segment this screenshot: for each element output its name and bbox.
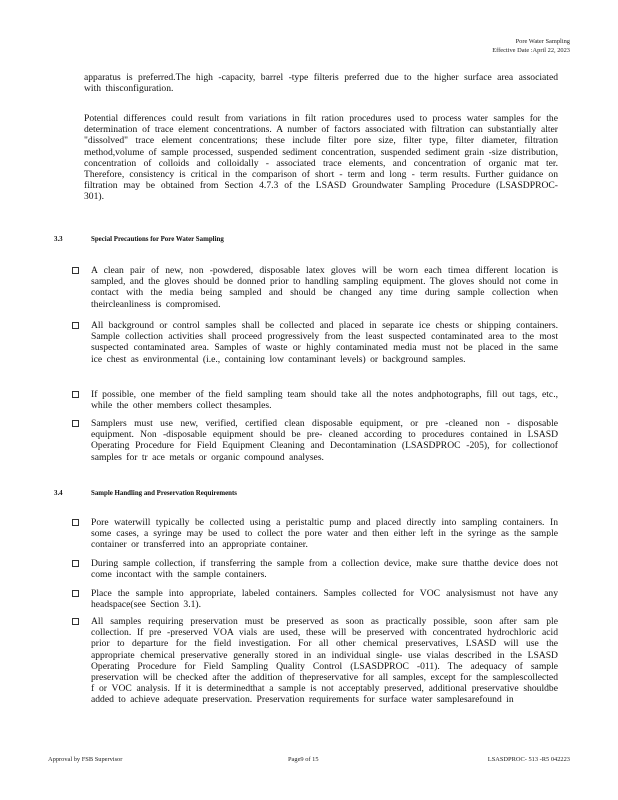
bullet-box-icon	[72, 322, 79, 329]
list-item-text: Place the sample into appropriate, labeled containers. Samples collected for VOC analysismust not have any headspace(see Section 3.1).	[91, 588, 558, 611]
list-item-text: Pore waterwill typically be collected using a peristaltic pump and placed directly into sampling containers. In some cases, a syringe may be used to collect the pore water and then either left in the syringe as the sample container or transferred into an appropriate container.	[91, 517, 558, 551]
bullet-box-icon	[72, 590, 79, 597]
footer-approval: Approval by FSB Supervisor	[48, 756, 123, 763]
list-item	[72, 320, 558, 365]
list-item	[72, 558, 558, 580]
bullet-box-icon	[72, 560, 79, 567]
footer-document-id: LSASDPROC- 513 -R5 042223	[487, 756, 570, 763]
section-number: 3.3	[54, 236, 63, 243]
list-item	[72, 588, 558, 610]
body-paragraph: Potential differences could result from variations in filt ration procedures used to process water samples for the determination of trace element concentrations. A number of factors associated with filtration can substantially alter "dissolved" trace element concentrations; these include filter pore size, filter type, filter diameter, filtration method,volume of sample processed, suspended sediment concentration, suspended sediment grain -size distribution, concentration of colloids and colloidally - associated trace elements, and concentration of organic mat ter. Therefore, consistency is critical in the comparison of short - term and long - term results. Further guidance on filtration may be obtained from Section 4.7.3 of the LSASD Groundwater Sampling Procedure (LSASDPROC-301).	[84, 113, 558, 203]
section-number: 3.4	[54, 490, 63, 497]
footer-page-number: Page9 of 15	[288, 756, 319, 763]
list-item	[72, 265, 558, 310]
list-item-text: Samplers must use new, verified, certified clean disposable equipment, or pre -cleaned non - disposable equipment. Non -disposable equipment should be pre- cleaned according to procedures contained in LSASD Operating Procedure for Field Equipment Cleaning and Decontamination (LSASDPROC -205), for collectionof samples for tr ace metals or organic compound analyses.	[91, 418, 558, 463]
header-title: Pore Water Sampling	[515, 38, 570, 45]
list-item	[72, 517, 558, 551]
bullet-box-icon	[72, 618, 79, 625]
list-item-text: All samples requiring preservation must be preserved as soon as practically possible, soon after sam ple collection. If pre -preserved VOA vials are used, these will be preserved with concentrated hydrochloric acid prior to departure for the field investigation. For all other chemical preservatives, LSASD will use the appropriate chemical preservative generally stored in an individual single- use vialas described in the LSASD Operating Procedure for Field Sampling Quality Control (LSASDPROC -011). The adequacy of sample preservation will be checked after the addition of thepreservative for all samples, except for the samplescollected f or VOC analysis. If it is determinedthat a sample is not acceptably preserved, additional preservative shouldbe added to achieve adequate preservation. Preservation requirements for surface water samplesarefound in	[91, 616, 558, 706]
header-effective-date: Effective Date :April 22, 2023	[492, 47, 570, 54]
section-heading-3-4	[54, 490, 237, 497]
bullet-box-icon	[72, 420, 79, 427]
list-item	[72, 389, 558, 411]
list-item-text: During sample collection, if transferring the sample from a collection device, make sure thatthe device does not come incontact with the sample containers.	[91, 558, 558, 581]
list-item-text: A clean pair of new, non -powdered, disposable latex gloves will be worn each timea different location is sampled, and the gloves should be donned prior to handling sampling equipment. The gloves should not come in contact with the media being sampled and should be changed any time during sample collection when theircleanliness is compromised.	[91, 265, 558, 310]
list-item	[72, 418, 558, 463]
list-item-text: If possible, one member of the field sampling team should take all the notes andphotographs, fill out tags, etc., while the other members collect thesamples.	[91, 389, 558, 412]
section-heading-3-3	[54, 236, 224, 243]
bullet-box-icon	[72, 519, 79, 526]
list-item-text: All background or control samples shall be collected and placed in separate ice chests or shipping containers. Sample collection activities shall proceed progressively from the least suspected contaminated area to the most suspected contaminated area. Samples of waste or highly contaminated media must not be placed in the same ice chest as environmental (i.e., containing low contaminant levels) or background samples.	[91, 320, 558, 365]
bullet-box-icon	[72, 267, 79, 274]
body-paragraph: apparatus is preferred.The high -capacity, barrel -type filteris preferred due to the higher surface area associated with thisconfiguration.	[84, 72, 558, 95]
list-item	[72, 616, 558, 706]
section-title: Sample Handling and Preservation Requirements	[91, 490, 237, 497]
section-title: Special Precautions for Pore Water Sampling	[91, 236, 224, 243]
bullet-box-icon	[72, 391, 79, 398]
